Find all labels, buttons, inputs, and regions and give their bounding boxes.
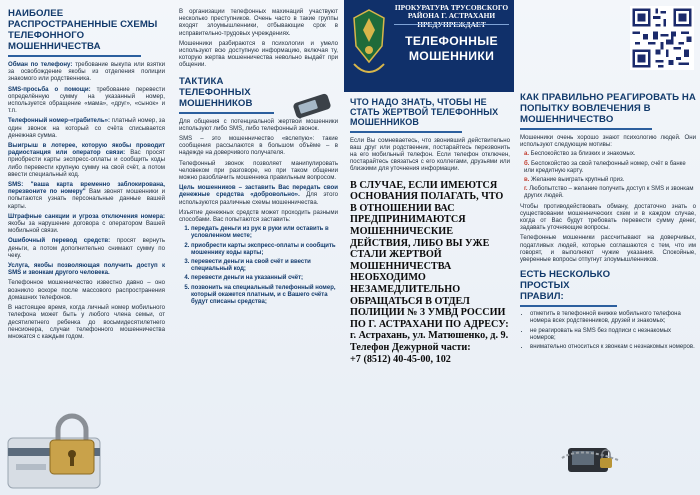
motive-marker: б. bbox=[524, 160, 530, 167]
contact-paragraph: Для общения с потенциальной жертвой мошенники используют либо SMS, либо телефонный звонок. bbox=[179, 117, 338, 132]
scheme-item bbox=[8, 237, 165, 259]
call-paragraph: Телефонный звонок позволяет манипулировать человеком при разговоре, но при таком общении можно разоблачить мошенника правильным вопросом. bbox=[179, 159, 338, 182]
scheme-heading: SMS-просьба о помощи: bbox=[8, 85, 91, 93]
rule-item: • внимательно относиться к звонкам с незнакомых номеров. bbox=[530, 344, 696, 351]
scheme-text: просят вернуть деньги, а потом дополнительно снимают сумму по чеку. bbox=[8, 237, 165, 259]
counter-paragraph: Чтобы противодействовать обману, достаточно знать о существовании мошеннических схем и в каждом случае, когда от Вас будут требовать перевести сумму денег, задавать уточняющие вопросы. bbox=[520, 202, 696, 232]
prosecutor-emblem-icon bbox=[348, 6, 390, 84]
header-banner bbox=[344, 0, 514, 92]
scheme-item bbox=[8, 86, 165, 115]
motive-text: Желание выиграть крупный приз. bbox=[529, 177, 625, 184]
padlock-card-image bbox=[6, 408, 116, 492]
gullible-paragraph: Телефонные мошенники рассчитывают на доверчивых, податливых людей, которые соглашаются с тем, что им говорят, и выполняют чужие указания. Спокойные, уверенные вопросы отпугнут злоумышленников. bbox=[520, 234, 696, 264]
what-to-know-title: ЧТО НАДО ЗНАТЬ, ЧТОБЫ НЕ СТАТЬ ЖЕРТВОЙ ТЕЛЕФОННЫХ МОШЕННИКОВ bbox=[350, 97, 499, 128]
police-appeal bbox=[350, 180, 510, 342]
motive-marker: в. bbox=[524, 177, 530, 184]
method-item: 1. передать деньги из рук в руки или оставить в условленном месте; bbox=[191, 226, 338, 240]
motive-text: Любопытство – желание получить доступ к SMS и звонкам других людей. bbox=[524, 186, 694, 200]
what-to-know-body bbox=[350, 97, 510, 365]
column-what-to-know bbox=[344, 0, 514, 495]
motive-item bbox=[524, 161, 696, 175]
tactics-title: ТАКТИКА ТЕЛЕФОННЫХ МОШЕННИКОВ bbox=[179, 75, 253, 109]
column-how-to-react bbox=[514, 0, 700, 495]
scheme-heading: Штрафные санкции и угроза отключения номера: bbox=[8, 212, 165, 220]
rule-item: • не реагировать на SMS без подписи с незнакомых номеров; bbox=[530, 328, 696, 342]
sms-paragraph: SMS – это мошенничество «вслепую»: такие сообщения рассылаются в большом объёме – в надежде на доверчивого получателя. bbox=[179, 135, 338, 157]
motives-intro: Мошенники очень хорошо знают психологию людей. Они используют следующие мотивы: bbox=[520, 134, 696, 149]
scheme-text: требование перевести определённую сумму на указанный номер, используется обращение «мама», «друг», «сынок» и т.п. bbox=[8, 85, 165, 115]
title-underline bbox=[520, 305, 617, 307]
motive-marker: г. bbox=[524, 186, 528, 193]
how-to-react-body bbox=[520, 92, 696, 353]
appeal-text: В СЛУЧАЕ, ЕСЛИ ИМЕЮТСЯ ОСНОВАНИЯ ПОЛАГАТЬ, ЧТО В ОТНОШЕНИИ ВАС ПРЕДПРИНИМАЮТСЯ МОШЕННИЧЕСКИЕ ДЕЙСТВИЯ, ЛИБО ВЫ УЖЕ СТАЛИ ЖЕРТВОЙ МОШЕННИЧЕСТВА НЕОБХОДИМО НЕЗАМЕДЛИТЕЛЬНО ОБРАЩАТЬСЯ В ОТДЕЛ ПОЛИЦИИ № 3 УМВД РОССИИ ПО Г. АСТРАХАНИ ПО АДРЕСУ: bbox=[350, 179, 509, 330]
title-underline bbox=[350, 131, 462, 133]
qr-code bbox=[630, 6, 694, 70]
chained-phone-image bbox=[560, 438, 620, 478]
duty-phone-label: Телефон Дежурной части: bbox=[350, 341, 471, 353]
rules-list bbox=[520, 311, 696, 351]
scheme-heading: Обман по телефону: bbox=[8, 61, 73, 68]
scheme-item bbox=[8, 213, 165, 235]
goal-paragraph bbox=[179, 184, 338, 206]
methods-list bbox=[179, 226, 338, 306]
scheme-item bbox=[8, 262, 165, 276]
scheme-item bbox=[8, 181, 165, 210]
method-item: 2. приобрести карты экспресс-оплаты и сообщить мошеннику коды карты; bbox=[191, 243, 338, 257]
motive-item bbox=[524, 151, 696, 158]
scheme-heading: Выигрыш в лотерее, которую якобы проводит радиостанция или оператор связи: bbox=[8, 142, 165, 157]
column-tactics bbox=[172, 0, 344, 495]
motive-item bbox=[524, 177, 696, 184]
banner-divider bbox=[394, 24, 509, 25]
motive-text: Беспокойство за близких и знакомых. bbox=[529, 151, 636, 158]
title-underline bbox=[8, 55, 141, 57]
verify-paragraph: Если Вы сомневаетесь, что звонивший действительно ваш друг или родственник, постарайтесь перезвонить на его мобильный телефон. Если телефон отключен, постарайтесь связаться с его коллегами, друзьями или близкими для уточнения информации. bbox=[350, 136, 510, 173]
schemes-title: НАИБОЛЕЕ РАСПРОСТРАНЕННЫЕ СХЕМЫ ТЕЛЕФОННОГО МОШЕННИЧЕСТВА bbox=[8, 8, 158, 52]
method-item: 4. перевести деньги на указанный счёт; bbox=[191, 275, 338, 282]
method-item: 3. перевести деньги на свой счёт и ввести специальный код; bbox=[191, 259, 338, 273]
schemes-list bbox=[8, 61, 165, 276]
duty-phone-number: +7 (8512) 40-45-00, 102 bbox=[350, 353, 451, 365]
motives-list bbox=[520, 151, 696, 200]
scheme-heading: Ошибочный перевод средств: bbox=[8, 237, 111, 245]
scheme-item bbox=[8, 61, 165, 83]
mobile-phone-image bbox=[290, 92, 334, 118]
scheme-heading: Услуга, якобы позволяющая получить доступ к SMS и звонкам другого человека. bbox=[8, 262, 165, 277]
goal-tail: Для этого используются различные схемы мошенничества. bbox=[179, 191, 338, 206]
method-item: 5. позвонить на специальный телефонный номер, который окажется платным, и с Вашего счёта будут списаны средства; bbox=[191, 285, 338, 307]
scheme-item bbox=[8, 142, 165, 178]
motive-text: Беспокойство за свой телефонный номер, счёт в банке или кредитную карту. bbox=[524, 160, 686, 174]
title-underline bbox=[179, 112, 274, 114]
scheme-text: Вам звонят мошенники и попытаются узнать персональные данные вашей карты. bbox=[8, 188, 165, 210]
scheme-text: Вас просят приобрести карты экспресс-оплаты и сообщить коды либо перевести крупную сумму на свой счёт, а потом ввести специальный код. bbox=[8, 149, 165, 178]
scheme-text: платный номер, за один звонок на который со счёта списывается денежная сумма. bbox=[8, 117, 165, 139]
scheme-text: якобы за нарушение договора с оператором Вашей мобильной связи. bbox=[8, 220, 165, 235]
history-paragraph: Телефонное мошенничество известно давно – оно возникло вскоре после массового распространения домашних телефонов. bbox=[8, 279, 165, 301]
rules-title: ЕСТЬ НЕСКОЛЬКО ПРОСТЫХ ПРАВИЛ: bbox=[520, 269, 611, 303]
motive-marker: а. bbox=[524, 151, 530, 158]
organization-name: ПРОКУРАТУРА ТРУСОВСКОГО РАЙОНА Г. АСТРАХАНИ bbox=[394, 3, 509, 21]
scheme-heading: Телефонный номер-«грабитель»: bbox=[8, 117, 110, 125]
rule-item: • отметить в телефонной книжке мобильного телефона номера всех родственников, друзей и знакомых; bbox=[530, 311, 696, 325]
present-paragraph: В настоящее время, когда личный номер мобильного телефона может быть у любого члена семьи, от десятилетнего ребенка до восьмидесятилетнего пенсионера, случаи телефонного мошенничества множатся с каждым годом. bbox=[8, 304, 165, 340]
goal-highlight: Цель мошенников – заставить Вас передать свои денежные средства «добровольно». bbox=[179, 184, 338, 199]
banner-title: ТЕЛЕФОННЫЕ МОШЕННИКИ bbox=[405, 34, 498, 63]
scheme-item bbox=[8, 117, 165, 139]
groups-paragraph: В организации телефонных махинаций участвуют несколько преступников. Очень часто в такие группы входят злоумышленники, отбывающие срок в исправительно-трудовых учреждениях. bbox=[179, 8, 338, 37]
scheme-text: требование выкупа или взятки за освобождение якобы из отделения полиции знакомого или родственника. bbox=[8, 61, 165, 83]
motive-item bbox=[524, 186, 696, 200]
scheme-heading: SMS: "ваша карта временно заблокирована, перезвоните по номеру" bbox=[8, 181, 165, 196]
police-address: г. Астрахань, ул. Матюшенко, д. 9. bbox=[350, 330, 509, 342]
methods-paragraph: Изъятие денежных средств может проходить разными способами. Вас попытаются заставить: bbox=[179, 208, 338, 224]
column-schemes bbox=[0, 0, 172, 495]
psychology-paragraph: Мошенники разбираются в психологии и умело используют всю доступную информацию, включая ту, которую жертва мошенничества невольно выдаёт при общении. bbox=[179, 39, 338, 69]
how-to-react-title: КАК ПРАВИЛЬНО РЕАГИРОВАТЬ НА ПОПЫТКУ ВОВЛЕЧЕНИЯ В МОШЕННИЧЕСТВО bbox=[520, 92, 696, 125]
title-underline bbox=[520, 128, 652, 130]
